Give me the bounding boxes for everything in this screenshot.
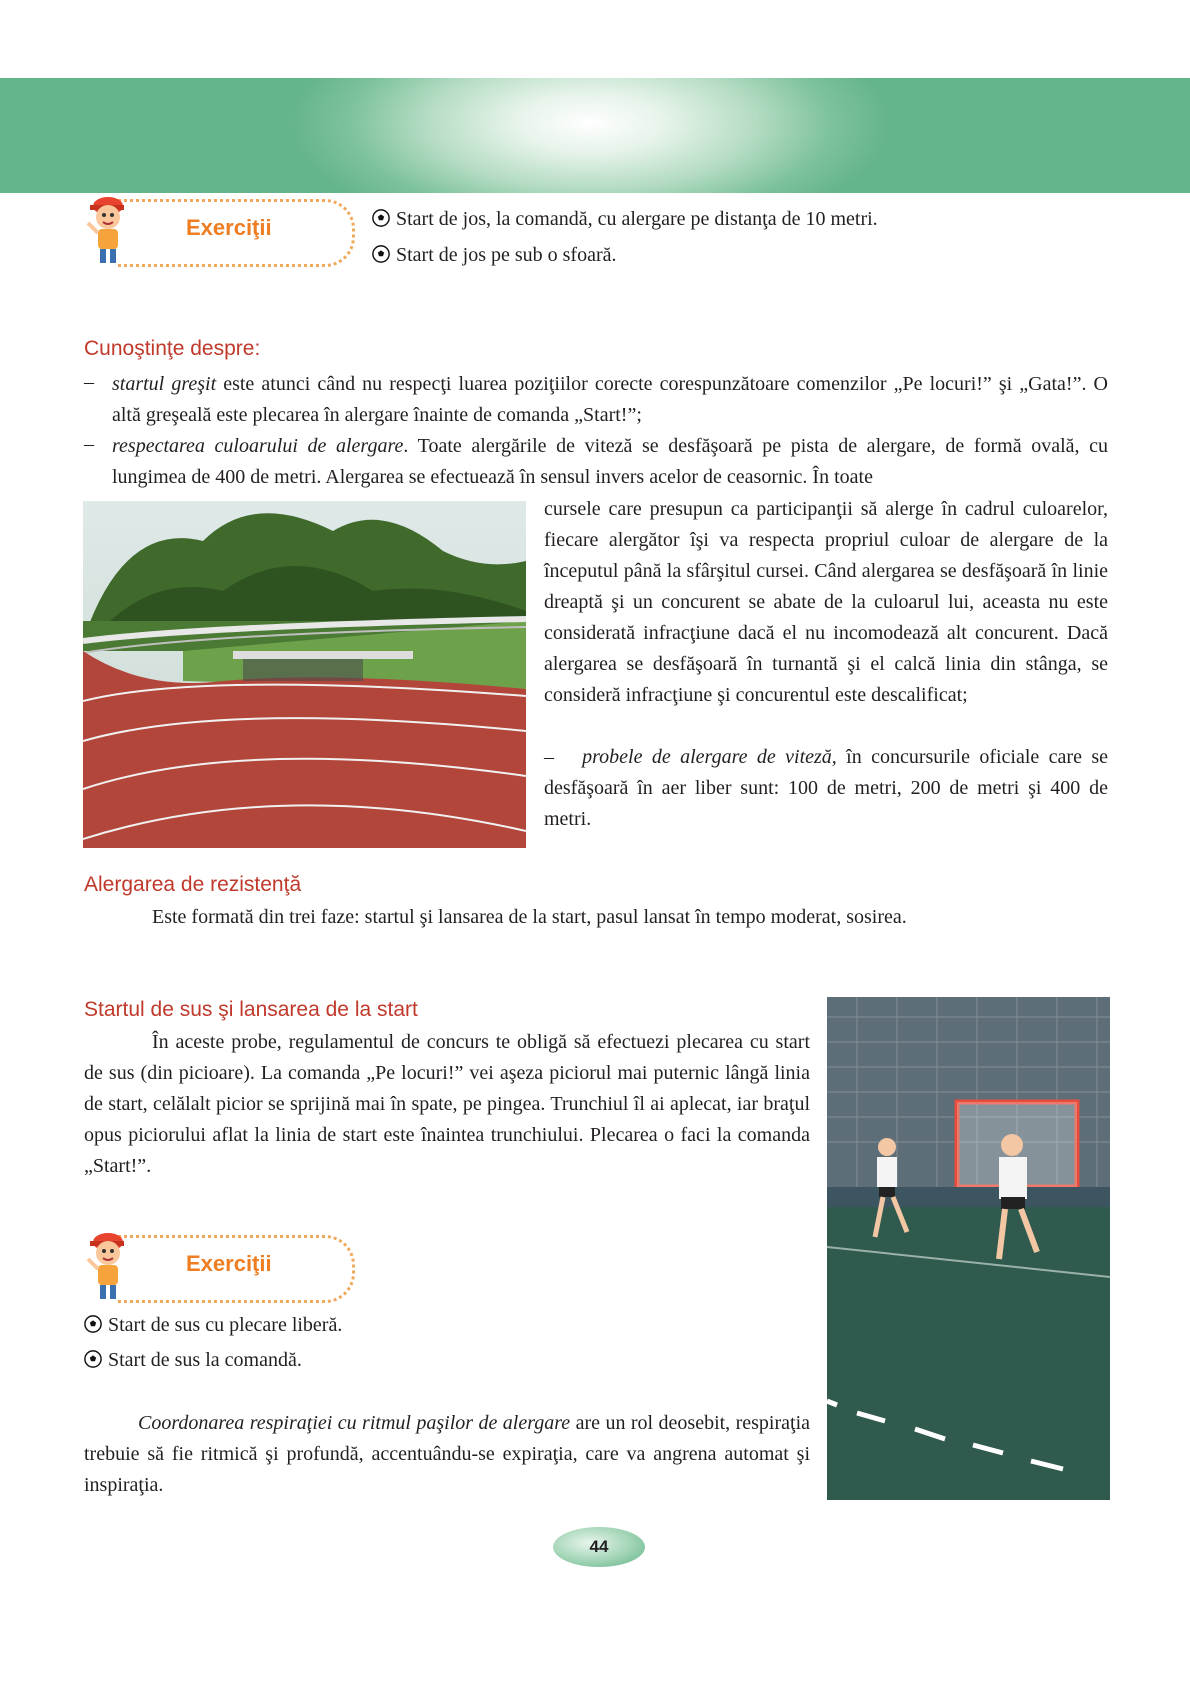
exercise-item: Start de jos pe sub o sfoară. bbox=[372, 243, 617, 267]
list-dash: – bbox=[84, 371, 94, 393]
exercise-item: Start de jos, la comandă, cu alergare pe distanţa de 10 metri. bbox=[372, 207, 878, 231]
section-heading: Startul de sus şi lansarea de la start bbox=[84, 998, 418, 1021]
section-heading: Alergarea de rezistenţă bbox=[84, 873, 302, 896]
soccer-ball-icon bbox=[84, 1315, 102, 1333]
list-item: startul greşit este atunci când nu respecţi luarea poziţiilor corecte corespunzătoare comenzilor „Pe locuri!” şi „Gata!”. O altă greşeală este plecarea în alergare înainte de comanda „Start!”; bbox=[112, 373, 1108, 426]
exercise-label: Exerciţii bbox=[186, 215, 272, 240]
exercise-box bbox=[84, 193, 356, 265]
list-item: – probele de alergare de viteză, în concursurile oficiale care se desfăşoară în aer liber sunt: 100 de metri, 200 de metri şi 400 de metri. bbox=[544, 746, 1108, 830]
list-dash: – bbox=[84, 433, 94, 455]
soccer-ball-icon bbox=[372, 209, 390, 227]
exercise-label: Exerciţii bbox=[186, 1251, 272, 1276]
paragraph: În aceste probe, regulamentul de concurs te obligă să efectuezi plecarea cu start de sus (din picioare). La comanda „Pe locuri!” vei aşeza piciorul mai puternic lângă linia de start, celălalt picior se sprijină mai în spate, pe pingea. Trunchiul îl ai aplecat, iar braţul opus piciorului aflat la linia de start este înaintea trunchiului. Plecarea o faci la comanda „Start!”. bbox=[84, 1031, 810, 1177]
list-item: respectarea culoarului de alergare. Toate alergările de viteză se desfăşoară pe pista de alergare, de formă ovală, cu lungimea de 400 de metri. Alergarea se efectuează în sensul invers acelor de ceasornic. În toate bbox=[112, 435, 1109, 488]
gym-start-photo bbox=[827, 997, 1110, 1500]
list-item-continued: cursele care presupun ca participanţii să alerge în cadrul culoarelor, fiecare alergător îşi va respecta propriul culoar de alergare de la începutul până la sfârşitul cursei. Când alergarea se desfăşoară în linie dreaptă şi un concurent se abate de la culoarul lui, aceasta nu este considerată infracţiune dacă el nu incomodează alt concurent. Dacă alergarea se desfăşoară în turnantă şi el calcă linia din stânga, se consideră infracţiune şi concurentul este descalificat; bbox=[544, 498, 1108, 706]
soccer-ball-icon bbox=[84, 1350, 102, 1368]
paragraph: Este formată din trei faze: startul şi lansarea de la start, pasul lansat în tempo moderat, sosirea. bbox=[152, 906, 907, 928]
paragraph: Coordonarea respiraţiei cu ritmul paşilor de alergare are un rol deosebit, respiraţia trebuie să fie ritmică şi profundă, accentuându-se expiraţia, care va angrena automat şi inspiraţia. bbox=[84, 1412, 811, 1496]
kid-mascot-icon bbox=[84, 193, 134, 265]
exercise-item: Start de sus cu plecare liberă. bbox=[84, 1313, 342, 1337]
section-heading: Cunoştinţe despre: bbox=[84, 337, 261, 360]
soccer-ball-icon bbox=[372, 245, 390, 263]
exercise-box bbox=[84, 1229, 356, 1301]
running-track-photo bbox=[83, 501, 526, 848]
kid-mascot-icon bbox=[84, 1229, 134, 1301]
page-number: 44 bbox=[553, 1527, 645, 1567]
header-banner bbox=[0, 78, 1190, 193]
exercise-item: Start de sus la comandă. bbox=[84, 1348, 302, 1372]
